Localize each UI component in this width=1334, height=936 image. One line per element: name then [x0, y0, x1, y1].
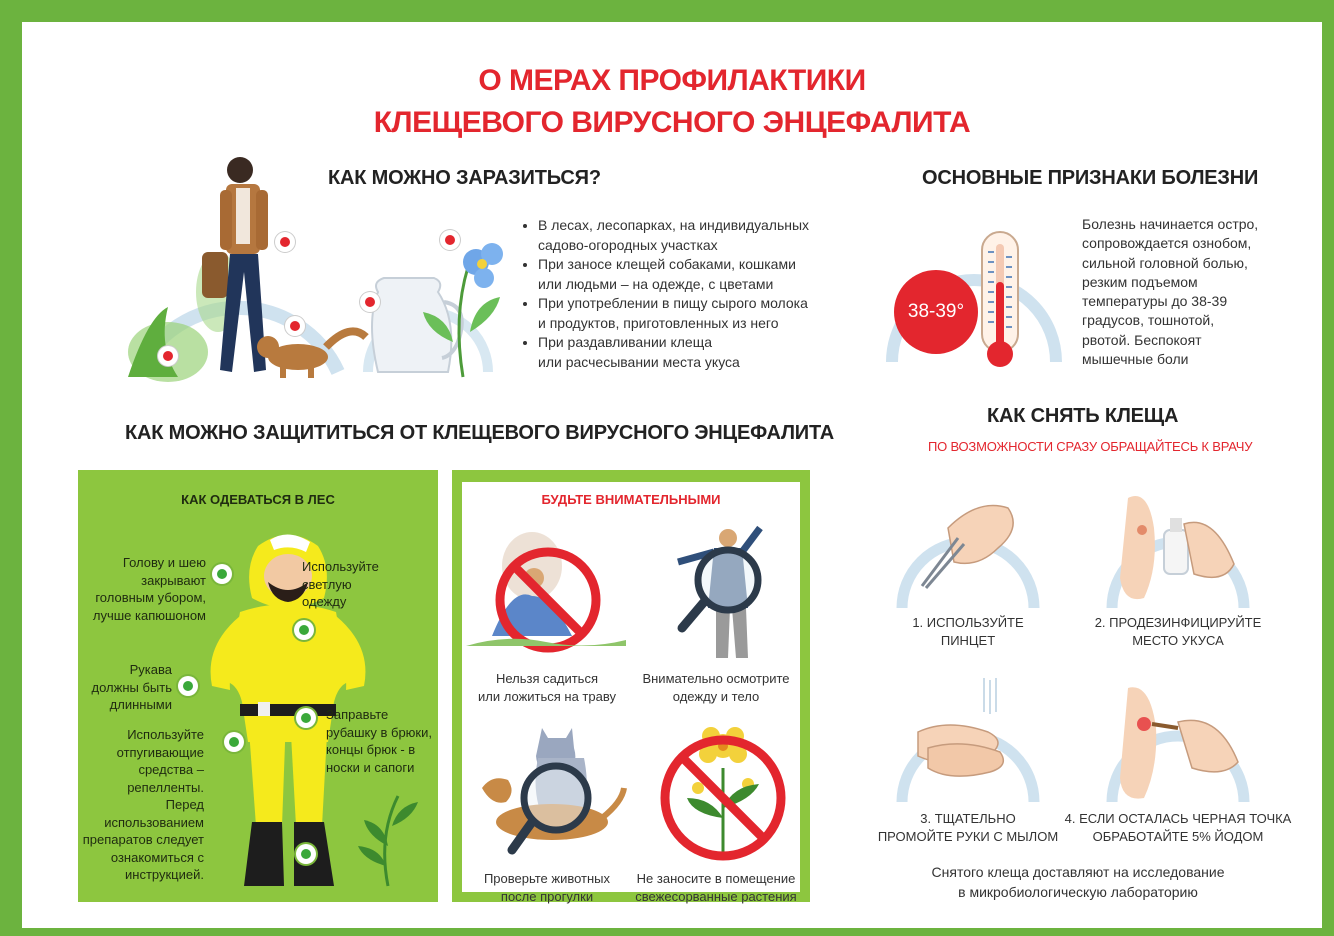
marker-tuck: [296, 708, 316, 728]
marker-boots: [296, 844, 316, 864]
tick-marker-milk: [360, 292, 380, 312]
iodine-step-icon: [1098, 662, 1258, 812]
careful-caption-3: Проверьте животных после прогулки: [483, 871, 611, 904]
infection-item-3: • При употреблении в пищу сырого молока и продуктов, приготовленных из него: [538, 294, 858, 333]
dress-text-head: Голову и шею закрывают головным убором, лучше капюшоном: [92, 555, 206, 623]
removal-footer: Снятого клеща доставляют на исследование в микробиологическую лабораторию: [931, 864, 1225, 900]
tick-marker-dog: [285, 316, 305, 336]
dress-text-repellent: Используйте отпугивающие средства – репелленты. Перед использованием препаратов следует ознакомиться с инструкцией.: [82, 727, 204, 882]
tweezers-step-icon: [888, 468, 1048, 618]
tick-marker-man: [275, 232, 295, 252]
symptoms-text: Болезнь начинается остро, сопровождается ознобом, сильной головной болью, резким подъемом температуры до 38-39 градусов, тошнотой, рвотой. Беспокоят мышечные боли: [1082, 216, 1259, 368]
no-fresh-plants-icon: [648, 718, 798, 868]
dress-heading: КАК ОДЕВАТЬСЯ В ЛЕС: [181, 492, 335, 507]
infection-item-2: • При заносе клещей собаками, кошками или людьми – на одежде, с цветами: [538, 255, 858, 294]
no-sitting-on-grass-icon: [462, 516, 632, 666]
dress-text-tuck: Заправьте рубашку в брюки, концы брюк - в носки и сапоги: [326, 707, 432, 775]
temperature-badge: 38-39°: [894, 270, 978, 354]
careful-heading: БУДЬТЕ ВНИМАТЕЛЬНЫМИ: [541, 492, 721, 507]
infection-list: [522, 216, 858, 372]
marker-repellent: [224, 732, 244, 752]
removal-step-2: 2. ПРОДЕЗИНФИЦИРУЙТЕ МЕСТО УКУСА: [1094, 615, 1262, 648]
page-title: [22, 60, 1322, 144]
marker-light-clothes: [294, 620, 314, 640]
title-line-1: О МЕРАХ ПРОФИЛАКТИКИ: [478, 64, 866, 97]
dress-text-light: Используйте светлую одежду: [302, 559, 379, 609]
infection-item-1: • В лесах, лесопарках, на индивидуальных садово-огородных участках: [538, 216, 858, 255]
careful-caption-1: Нельзя садиться или ложиться на траву: [478, 671, 616, 704]
dress-panel: [78, 470, 438, 902]
symptoms-heading: ОСНОВНЫЕ ПРИЗНАКИ БОЛЕЗНИ: [922, 167, 1259, 189]
check-pets-magnifier-icon: [472, 718, 632, 868]
inspect-clothes-magnifier-icon: [632, 516, 800, 666]
careful-caption-2: Внимательно осмотрите одежду и тело: [642, 671, 790, 704]
removal-step-3: 3. ТЩАТЕЛЬНО ПРОМОЙТЕ РУКИ С МЫЛОМ: [877, 811, 1059, 844]
infection-item-4: • При раздавливании клеща или расчесывании места укуса: [538, 333, 858, 372]
removal-step-4: 4. ЕСЛИ ОСТАЛАСЬ ЧЕРНАЯ ТОЧКА ОБРАБОТАЙТЕ 5% ЙОДОМ: [1064, 811, 1292, 844]
careful-panel-inner: [462, 482, 800, 904]
careful-caption-4: Не заносите в помещение свежесорванные растения: [635, 871, 797, 904]
removal-heading: КАК СНЯТЬ КЛЕЩА: [987, 405, 1179, 427]
removal-step-1: 1. ИСПОЛЬЗУЙТЕ ПИНЦЕТ: [912, 615, 1024, 648]
marker-sleeves: [178, 676, 198, 696]
marker-hood: [212, 564, 232, 584]
tick-marker-grass: [158, 346, 178, 366]
title-line-2: КЛЕЩЕВОГО ВИРУСНОГО ЭНЦЕФАЛИТА: [373, 106, 971, 139]
infection-heading: КАК МОЖНО ЗАРАЗИТЬСЯ?: [328, 167, 601, 189]
protect-heading: КАК МОЖНО ЗАЩИТИТЬСЯ ОТ КЛЕЩЕВОГО ВИРУСНОГО ЭНЦЕФАЛИТА: [125, 422, 834, 444]
disinfect-step-icon: [1098, 468, 1258, 618]
tick-marker-flower: [440, 230, 460, 250]
removal-subheading: ПО ВОЗМОЖНОСТИ СРАЗУ ОБРАЩАЙТЕСЬ К ВРАЧУ: [928, 439, 1253, 454]
poster-page: [22, 22, 1322, 928]
wash-hands-step-icon: [888, 662, 1048, 812]
dress-text-sleeves: Рукава должны быть длинными: [91, 662, 172, 712]
careful-panel: [452, 470, 810, 902]
